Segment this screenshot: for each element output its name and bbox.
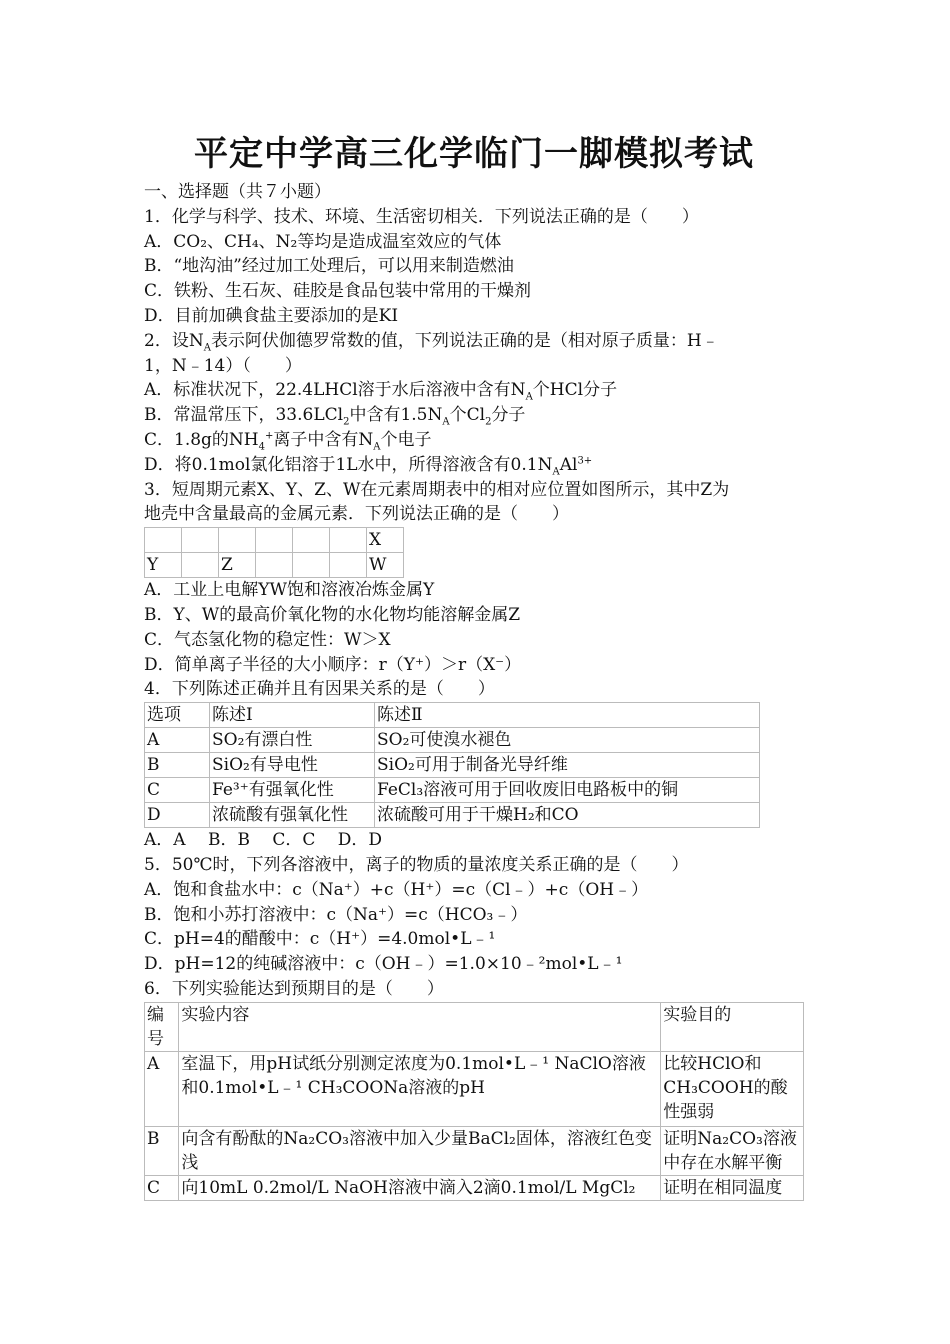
q2-option-d: D．将0.1mol氯化铝溶于1L水中，所得溶液含有$0.1N_AAl^{3+}$ [144,454,593,478]
q3-option-c: C．气态氢化物的稳定性：W＞X [144,629,391,650]
header-cell: 实验内容 [179,1002,661,1051]
table-cell: FeCl₃溶液可用于回收废旧电路板中的铜 [375,778,760,803]
table-cell: 向含有酚酞的Na₂CO₃溶液中加入少量BaCl₂固体，溶液红色变浅 [179,1126,661,1175]
table-row [145,1051,804,1126]
table-cell: 证明Na₂CO₃溶液中存在水解平衡 [661,1126,804,1175]
q3-option-b: B．Y、W的最高价氧化物的水化物均能溶解金属Z [144,604,520,625]
table-cell: 向10mL 0.2mol/L NaOH溶液中滴入2滴0.1mol/L MgCl₂ [179,1175,661,1200]
experiment-table [144,1002,804,1201]
q5-stem: 5．50℃时，下列各溶液中，离子的物质的量浓度关系正确的是（ ） [144,854,689,875]
table-row [145,778,760,803]
table-cell: Fe³⁺有强氧化性 [210,778,375,803]
table-row [145,1126,804,1175]
table-cell [182,528,219,553]
section-heading: 一、选择题（共７小题） [144,182,331,202]
table-cell [219,528,256,553]
table-row [145,553,404,578]
q5-option-d: D．pH=12的纯碱溶液中：c（OH﹣）=1.0×10﹣²mol•L﹣¹ [144,954,623,975]
exam-page [144,130,804,1201]
header-cell: 陈述Ⅰ [210,703,375,728]
periodic-position-table [144,527,404,578]
table-cell [293,528,330,553]
table-cell: B [145,1126,179,1175]
table-cell: 比较HClO和CH₃COOH的酸性强弱 [661,1051,804,1126]
table-cell: SO₂可使溴水褪色 [375,728,760,753]
table-cell: Z [219,553,256,578]
table-cell [256,528,293,553]
table-cell: Y [145,553,182,578]
table-cell: X [367,528,404,553]
header-cell: 选项 [145,703,210,728]
header-cell: 实验目的 [661,1002,804,1051]
q3-option-d: D．简单离子半径的大小顺序：r（Y⁺）＞r（X⁻） [144,654,522,675]
q1-option-a: A．CO₂、CH₄、N₂等均是造成温室效应的气体 [144,231,502,252]
q3-option-a: A．工业上电解YW饱和溶液冶炼金属Y [144,580,435,601]
table-cell: C [145,778,210,803]
q2-stem-line2: 1，N﹣14）（ ） [144,355,302,376]
table-cell: W [367,553,404,578]
statement-table [144,702,760,828]
table-cell: 浓硫酸有强氧化性 [210,803,375,828]
q3-stem-line1: 3．短周期元素X、Y、Z、W在元素周期表中的相对应位置如图所示，其中Z为 [144,479,730,500]
q4-stem: 4．下列陈述正确并且有因果关系的是（ ） [144,679,495,700]
table-row [145,1175,804,1200]
table-cell: SO₂有漂白性 [210,728,375,753]
table-cell [330,553,367,578]
table-cell: 浓硫酸可用于干燥H₂和CO [375,803,760,828]
q2-option-c: C．1.8g的$NH_4^+$离子中含有$N_A$个电子 [144,429,432,453]
q4-options: A．A B．B C．C D．D [144,830,383,851]
table-cell: SiO₂可用于制备光导纤维 [375,753,760,778]
table-cell [256,553,293,578]
q1-option-c: C．铁粉、生石灰、硅胶是食品包装中常用的干燥剂 [144,281,532,302]
table-cell: A [145,1051,179,1126]
table-row [145,728,760,753]
q1-option-b: B．“地沟油”经过加工处理后，可以用来制造燃油 [144,256,514,277]
table-cell: C [145,1175,179,1200]
table-cell: A [145,728,210,753]
q3-stem-line2: 地壳中含量最高的金属元素．下列说法正确的是（ ） [144,504,569,525]
table-cell: B [145,753,210,778]
table-cell [145,528,182,553]
table-cell: SiO₂有导电性 [210,753,375,778]
table-cell [293,553,330,578]
table-cell: D [145,803,210,828]
table-cell: 室温下，用pH试纸分别测定浓度为0.1mol•L﹣¹ NaClO溶液和0.1mol•L﹣¹ CH₃COONa溶液的pH [179,1051,661,1126]
table-cell [330,528,367,553]
header-cell: 陈述Ⅱ [375,703,760,728]
page-title: 平定中学高三化学临门一脚模拟考试 [194,134,754,174]
q5-option-a: A．饱和食盐水中：c（Na⁺）+c（H⁺）=c（Cl﹣）+c（OH﹣） [144,879,649,900]
table-cell [182,553,219,578]
q2-stem-line1: 2．设$N_A$表示阿伏伽德罗常数的值，下列说法正确的是（相对原子质量：H﹣ [144,330,719,354]
table-row [145,753,760,778]
q2-option-a: A．标准状况下，22.4LHCl溶于水后溶液中含有$N_A$个HCl分子 [144,380,618,403]
q5-option-b: B．饱和小苏打溶液中：c（Na⁺）=c（HCO₃﹣） [144,904,528,925]
table-header-row [145,1002,804,1051]
header-cell: 编号 [145,1002,179,1051]
q5-option-c: C．pH=4的醋酸中：c（H⁺）=4.0mol•L﹣¹ [144,929,496,950]
table-row [145,803,760,828]
q2-option-b: B．常温常压下，33.6LCl$_2$中含有$1.5N_A$个$Cl_2$分子 [144,405,526,428]
q1-option-d: D．目前加碘食盐主要添加的是KI [144,305,399,326]
table-header-row [145,703,760,728]
table-cell: 证明在相同温度 [661,1175,804,1200]
q6-stem: 6．下列实验能达到预期目的是（ ） [144,978,444,999]
q1-stem: 1．化学与科学、技术、环境、生活密切相关．下列说法正确的是（ ） [144,206,699,227]
table-row [145,528,404,553]
